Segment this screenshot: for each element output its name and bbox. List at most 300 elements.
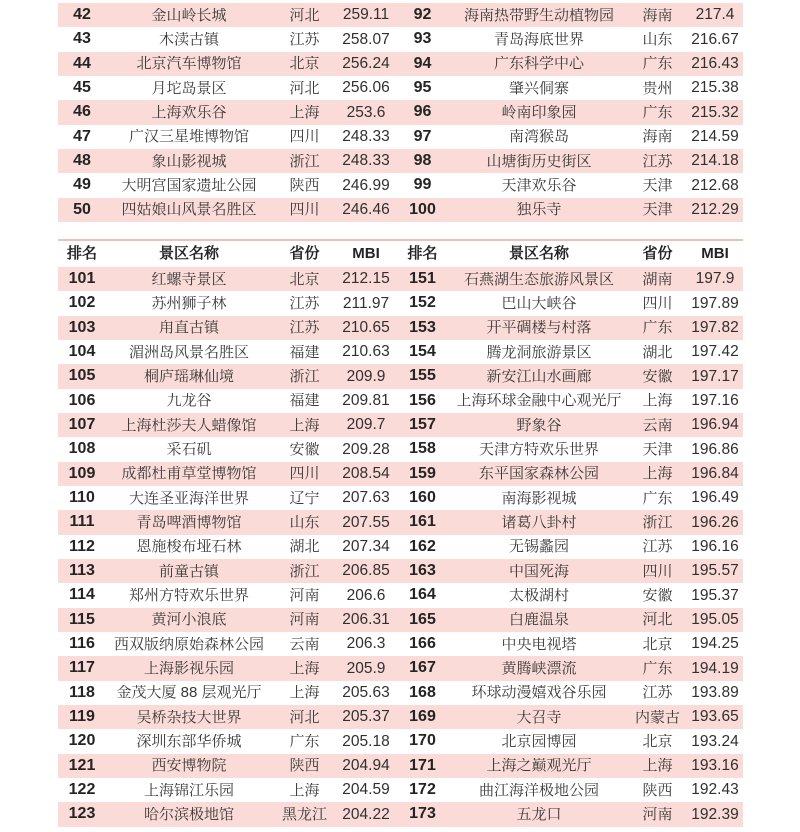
table-row (58, 316, 743, 340)
rank-cell: 122 (68, 782, 96, 798)
province-cell: 上海 (289, 104, 320, 120)
province-cell: 广东 (642, 56, 673, 72)
rank-cell: 168 (409, 684, 436, 701)
province-cell: 河北 (642, 612, 673, 628)
province-cell: 四川 (642, 295, 673, 311)
scenic-area-name-cell: 上海锦江乐园 (143, 782, 234, 798)
province-cell: 广东 (642, 320, 673, 336)
province-cell: 江苏 (289, 320, 320, 336)
scenic-area-name-cell: 海南热带野生动植物园 (463, 7, 614, 23)
ranking-block-top (58, 3, 743, 222)
province-cell: 云南 (642, 417, 673, 433)
province-cell: 广东 (289, 733, 320, 749)
scenic-area-name-cell: 开平碉楼与村落 (486, 320, 592, 336)
province-cell: 北京 (642, 636, 673, 652)
header-scenic-area-name: 景区名称 (158, 245, 219, 263)
rank-cell: 171 (409, 757, 436, 774)
table-row (58, 291, 743, 315)
table-row (58, 437, 743, 461)
province-cell: 天津 (642, 441, 673, 457)
province-cell: 江苏 (642, 153, 673, 169)
scenic-area-name-cell: 太极湖村 (508, 587, 569, 603)
scenic-area-name-cell: 肇兴侗寨 (508, 80, 569, 96)
province-cell: 天津 (642, 202, 673, 218)
mbi-score-cell: 192.43 (691, 782, 739, 798)
province-cell: 上海 (289, 782, 320, 798)
mbi-score-cell: 195.37 (691, 587, 739, 604)
mbi-score-cell: 258.07 (342, 31, 390, 48)
province-cell: 安徽 (289, 441, 320, 457)
mbi-score-cell: 253.6 (346, 104, 386, 121)
rank-cell: 161 (409, 514, 436, 531)
mbi-score-cell: 209.81 (342, 393, 390, 409)
rank-cell: 95 (413, 80, 432, 97)
mbi-score-cell: 256.06 (342, 80, 390, 96)
mbi-score-cell: 206.6 (346, 587, 386, 604)
province-cell: 河南 (642, 806, 673, 822)
rank-cell: 99 (413, 177, 432, 194)
scenic-area-name-cell: 白鹿温泉 (508, 612, 569, 628)
province-cell: 江苏 (642, 539, 673, 555)
scenic-area-name-cell: 石燕湖生态旅游风景区 (463, 271, 614, 287)
scenic-area-name-cell: 大连圣亚海洋世界 (128, 490, 249, 506)
mbi-score-cell: 214.59 (691, 129, 739, 145)
mbi-score-cell: 194.25 (691, 636, 739, 652)
rank-cell: 167 (409, 660, 436, 677)
rank-cell: 46 (73, 104, 91, 121)
header-rank: 排名 (407, 245, 438, 263)
rank-cell: 160 (409, 490, 436, 507)
province-cell: 河南 (289, 587, 320, 603)
mbi-score-cell: 204.22 (342, 806, 390, 823)
table-row (58, 3, 743, 27)
mbi-score-cell: 206.31 (342, 611, 390, 628)
scenic-area-name-cell: 上海影视乐园 (143, 660, 234, 676)
mbi-score-cell: 197.42 (691, 344, 739, 360)
scenic-area-name-cell: 中央电视塔 (501, 636, 577, 652)
scenic-area-name-cell: 深圳东部华侨城 (136, 733, 242, 749)
scenic-area-name-cell: 湄洲岛风景名胜区 (128, 344, 249, 360)
rank-cell: 119 (69, 709, 95, 726)
province-cell: 上海 (642, 466, 673, 482)
province-cell: 上海 (289, 417, 320, 433)
province-cell: 内蒙古 (634, 709, 680, 725)
rank-cell: 43 (73, 31, 91, 48)
table-row (58, 76, 743, 100)
scenic-area-name-cell: 无锡蠡园 (508, 539, 569, 555)
scenic-area-name-cell: 前童古镇 (158, 563, 219, 579)
scenic-area-name-cell: 上海杜莎夫人蜡像馆 (121, 417, 257, 433)
province-cell: 四川 (289, 202, 320, 218)
rank-cell: 97 (413, 128, 432, 145)
province-cell: 浙江 (289, 563, 320, 579)
province-cell: 山东 (642, 31, 673, 47)
table-row (58, 340, 743, 364)
table-row (58, 149, 743, 173)
rank-cell: 98 (413, 153, 432, 170)
ranking-rows-top (58, 3, 743, 222)
rank-cell: 93 (413, 31, 432, 48)
rank-cell: 94 (413, 55, 432, 72)
table-row (58, 778, 743, 802)
mbi-score-cell: 209.7 (346, 417, 386, 433)
ranking-block-bottom (58, 239, 743, 827)
province-cell: 四川 (289, 129, 320, 145)
mbi-score-cell: 207.63 (342, 490, 390, 506)
mbi-score-cell: 195.05 (691, 611, 739, 628)
table-row (58, 705, 743, 729)
rank-cell: 112 (69, 538, 95, 555)
mbi-score-cell: 207.55 (342, 514, 390, 531)
scenic-area-name-cell: 中国死海 (508, 563, 569, 579)
province-cell: 广东 (642, 104, 673, 120)
scenic-area-name-cell: 四姑娘山风景名胜区 (121, 202, 257, 218)
rank-cell: 163 (409, 563, 436, 580)
rank-cell: 100 (409, 201, 436, 218)
table-row (58, 173, 743, 197)
rank-cell: 42 (73, 7, 91, 24)
mbi-score-cell: 193.65 (691, 709, 739, 725)
mbi-score-cell: 209.9 (346, 368, 386, 385)
rank-cell: 120 (68, 733, 96, 750)
province-cell: 贵州 (642, 80, 673, 96)
province-cell: 江苏 (289, 295, 320, 311)
province-cell: 陕西 (289, 758, 320, 774)
scenic-area-name-cell: 巴山大峡谷 (501, 295, 577, 311)
scenic-area-name-cell: 象山影视城 (151, 153, 227, 169)
mbi-score-cell: 195.57 (691, 563, 739, 579)
scenic-area-name-cell: 大明宫国家遗址公园 (121, 177, 257, 193)
rank-cell: 50 (73, 201, 91, 218)
mbi-score-cell: 248.33 (342, 129, 390, 145)
rank-cell: 103 (68, 319, 96, 336)
mbi-score-cell: 204.94 (342, 757, 390, 774)
header-rank: 排名 (66, 245, 97, 263)
mbi-score-cell: 208.54 (342, 465, 390, 482)
scenic-area-name-cell: 金山岭长城 (151, 7, 227, 23)
scenic-area-name-cell: 南湾猴岛 (508, 129, 569, 145)
province-cell: 陕西 (642, 782, 673, 798)
mbi-score-cell: 214.18 (691, 153, 739, 169)
province-cell: 湖南 (642, 271, 673, 287)
rank-cell: 92 (413, 7, 432, 24)
mbi-score-cell: 248.33 (342, 153, 390, 169)
table-row (58, 364, 743, 388)
scenic-area-name-cell: 青岛啤酒博物馆 (136, 514, 242, 530)
rank-cell: 121 (68, 757, 96, 774)
table-row (58, 125, 743, 149)
scenic-area-name-cell: 黄腾峡漂流 (501, 660, 577, 676)
province-cell: 福建 (289, 344, 320, 360)
rank-cell: 104 (68, 344, 96, 361)
scenic-area-name-cell: 环球动漫嬉戏谷乐园 (471, 685, 607, 701)
province-cell: 浙江 (642, 514, 673, 530)
province-cell: 浙江 (289, 368, 320, 384)
table-row (58, 681, 743, 705)
scenic-area-name-cell: 北京园博园 (501, 733, 577, 749)
scenic-area-name-cell: 南海影视城 (501, 490, 577, 506)
table-row (58, 729, 743, 753)
mbi-score-cell: 212.68 (691, 177, 739, 194)
rank-cell: 48 (73, 153, 91, 170)
rank-cell: 113 (69, 563, 95, 580)
province-cell: 上海 (289, 660, 320, 676)
mbi-score-cell: 196.84 (691, 465, 739, 482)
table-row (58, 267, 743, 291)
mbi-score-cell: 193.89 (691, 684, 739, 701)
table-row (58, 413, 743, 437)
mbi-score-cell: 246.46 (342, 202, 390, 218)
scenic-area-name-cell: 天津欢乐谷 (501, 177, 577, 193)
rank-cell: 116 (69, 636, 95, 653)
rank-cell: 45 (73, 80, 91, 97)
province-cell: 云南 (289, 636, 320, 652)
province-cell: 河北 (289, 80, 320, 96)
scenic-area-name-cell: 青岛海底世界 (493, 31, 584, 47)
mbi-score-cell: 259.11 (342, 7, 390, 23)
province-cell: 江苏 (289, 31, 320, 47)
scenic-area-name-cell: 金茂大厦 88 层观光厅 (116, 685, 262, 701)
province-cell: 辽宁 (289, 490, 320, 506)
scenic-area-name-cell: 西双版纳原始森林公园 (113, 636, 264, 652)
province-cell: 河南 (289, 612, 320, 628)
mbi-score-cell: 206.85 (342, 563, 390, 579)
scenic-area-name-cell: 岭南印象园 (501, 104, 577, 120)
province-cell: 海南 (642, 129, 673, 145)
ranking-table (58, 3, 743, 827)
table-row (58, 52, 743, 76)
rank-cell: 114 (69, 587, 95, 604)
mbi-score-cell: 196.16 (691, 538, 739, 555)
rank-cell: 165 (409, 611, 436, 628)
mbi-score-cell: 193.24 (691, 733, 739, 750)
scenic-area-name-cell: 北京汽车博物馆 (136, 56, 242, 72)
rank-cell: 118 (69, 684, 95, 701)
scenic-area-name-cell: 黄河小浪底 (151, 612, 227, 628)
province-cell: 江苏 (642, 685, 673, 701)
scenic-area-name-cell: 新安江山水画廊 (486, 368, 592, 384)
scenic-area-name-cell: 郑州方特欢乐世界 (128, 587, 249, 603)
mbi-score-cell: 197.16 (691, 393, 739, 409)
mbi-score-cell: 196.86 (691, 441, 739, 458)
scenic-area-name-cell: 采石矶 (166, 441, 212, 457)
rank-cell: 152 (409, 295, 436, 312)
scenic-area-name-cell: 甪直古镇 (158, 320, 219, 336)
scenic-area-name-cell: 天津方特欢乐世界 (478, 441, 599, 457)
mbi-score-cell: 196.94 (691, 417, 739, 433)
ranking-rows-bottom (58, 267, 743, 827)
scenic-area-name-cell: 恩施梭布垭石林 (136, 539, 242, 555)
scenic-area-name-cell: 五龙口 (516, 806, 562, 822)
province-cell: 湖北 (289, 539, 320, 555)
rank-cell: 156 (409, 392, 436, 409)
scenic-area-name-cell: 木渎古镇 (158, 31, 219, 47)
mbi-score-cell: 204.59 (342, 782, 390, 798)
rank-cell: 162 (409, 538, 436, 555)
header-mbi: MBI (701, 245, 729, 263)
rank-cell: 159 (409, 465, 436, 482)
mbi-score-cell: 205.63 (342, 684, 390, 701)
table-row (58, 535, 743, 559)
rank-cell: 47 (73, 128, 91, 145)
mbi-score-cell: 205.9 (346, 660, 386, 677)
table-row (58, 754, 743, 778)
rank-cell: 96 (413, 104, 432, 121)
table-row (58, 510, 743, 534)
rank-cell: 164 (409, 587, 436, 604)
table-row (58, 632, 743, 656)
scenic-area-name-cell: 大召寺 (516, 709, 562, 725)
rank-cell: 173 (409, 806, 436, 823)
table-row (58, 462, 743, 486)
mbi-score-cell: 197.82 (691, 320, 739, 336)
province-cell: 北京 (289, 56, 320, 72)
province-cell: 四川 (289, 466, 320, 482)
table-row (58, 802, 743, 826)
province-cell: 上海 (642, 393, 673, 409)
rank-cell: 169 (409, 709, 436, 726)
province-cell: 四川 (642, 563, 673, 579)
province-cell: 广东 (642, 660, 673, 676)
province-cell: 上海 (642, 758, 673, 774)
rank-cell: 166 (409, 636, 436, 653)
province-cell: 安徽 (642, 587, 673, 603)
rank-cell: 154 (409, 344, 436, 361)
rank-cell: 151 (409, 271, 436, 288)
table-row (58, 559, 743, 583)
province-cell: 湖北 (642, 344, 673, 360)
scenic-area-name-cell: 上海环球金融中心观光厅 (456, 393, 622, 409)
scenic-area-name-cell: 曲江海洋极地公园 (478, 782, 599, 798)
header-scenic-area-name: 景区名称 (508, 245, 569, 263)
province-cell: 天津 (642, 177, 673, 193)
rank-cell: 157 (409, 417, 436, 434)
rank-cell: 101 (68, 271, 96, 288)
mbi-score-cell: 196.49 (691, 490, 739, 506)
scenic-area-name-cell: 西安博物院 (151, 758, 227, 774)
mbi-score-cell: 216.43 (691, 56, 739, 72)
header-province: 省份 (642, 245, 673, 263)
mbi-score-cell: 197.9 (695, 271, 735, 287)
mbi-score-cell: 246.99 (342, 177, 390, 194)
rank-cell: 170 (409, 733, 436, 750)
scenic-area-name-cell: 广东科学中心 (493, 56, 584, 72)
table-row (58, 100, 743, 124)
table-row (58, 389, 743, 413)
province-cell: 北京 (642, 733, 673, 749)
rank-cell: 107 (68, 417, 96, 434)
scenic-area-name-cell: 腾龙洞旅游景区 (486, 344, 592, 360)
mbi-score-cell: 210.65 (342, 320, 390, 336)
mbi-score-cell: 217.4 (695, 7, 735, 23)
mbi-score-cell: 197.89 (691, 295, 739, 312)
table-row (58, 198, 743, 222)
rank-cell: 155 (409, 368, 436, 385)
mbi-score-cell: 207.34 (342, 538, 390, 555)
province-cell: 河北 (289, 7, 320, 23)
rank-cell: 115 (69, 611, 95, 628)
scenic-area-name-cell: 山塘街历史街区 (486, 153, 592, 169)
scenic-area-name-cell: 桐庐瑶琳仙境 (143, 368, 234, 384)
mbi-score-cell: 256.24 (342, 56, 390, 72)
scenic-area-name-cell: 东平国家森林公园 (478, 466, 599, 482)
scenic-area-name-cell: 月坨岛景区 (151, 80, 227, 96)
mbi-score-cell: 216.67 (691, 31, 739, 48)
scenic-area-name-cell: 上海欢乐谷 (151, 104, 227, 120)
scenic-area-name-cell: 红螺寺景区 (151, 271, 227, 287)
rank-cell: 117 (69, 660, 95, 677)
province-cell: 广东 (642, 490, 673, 506)
scenic-area-name-cell: 成都杜甫草堂博物馆 (121, 466, 257, 482)
rank-cell: 111 (69, 514, 95, 531)
mbi-score-cell: 194.19 (691, 660, 739, 677)
province-cell: 安徽 (642, 368, 673, 384)
mbi-score-cell: 215.32 (691, 104, 739, 121)
province-cell: 黑龙江 (281, 806, 327, 822)
mbi-score-cell: 215.38 (691, 80, 739, 96)
province-cell: 上海 (289, 685, 320, 701)
rank-cell: 44 (73, 55, 91, 72)
scenic-area-name-cell: 九龙谷 (166, 393, 212, 409)
rank-cell: 158 (409, 441, 436, 458)
scenic-area-name-cell: 诸葛八卦村 (501, 514, 577, 530)
mbi-score-cell: 197.17 (691, 368, 739, 385)
mbi-score-cell: 212.15 (342, 271, 390, 287)
table-header-row (58, 239, 743, 267)
scenic-area-name-cell: 野象谷 (516, 417, 562, 433)
table-row (58, 608, 743, 632)
scenic-area-name-cell: 苏州狮子林 (151, 295, 227, 311)
section-divider-gap (58, 222, 743, 239)
rank-cell: 110 (69, 490, 95, 507)
scenic-area-name-cell: 哈尔滨极地馆 (143, 806, 234, 822)
scenic-area-name-cell: 独乐寺 (516, 202, 562, 218)
mbi-score-cell: 205.18 (342, 733, 390, 750)
mbi-score-cell: 206.3 (346, 636, 386, 652)
table-row (58, 27, 743, 51)
rank-cell: 172 (409, 782, 436, 798)
scenic-area-name-cell: 上海之巅观光厅 (486, 758, 592, 774)
rank-cell: 105 (68, 368, 96, 385)
mbi-score-cell: 205.37 (342, 709, 390, 725)
scenic-area-name-cell: 广汉三星堆博物馆 (128, 129, 249, 145)
rank-cell: 153 (409, 319, 436, 336)
rank-cell: 109 (68, 465, 96, 482)
mbi-score-cell: 192.39 (691, 806, 739, 823)
mbi-score-cell: 193.16 (691, 757, 739, 774)
table-row (58, 486, 743, 510)
province-cell: 海南 (642, 7, 673, 23)
rank-cell: 106 (68, 392, 96, 409)
province-cell: 陕西 (289, 177, 320, 193)
mbi-score-cell: 196.26 (691, 514, 739, 531)
header-province: 省份 (289, 245, 320, 263)
province-cell: 北京 (289, 271, 320, 287)
mbi-score-cell: 210.63 (342, 344, 390, 360)
rank-cell: 123 (68, 806, 96, 823)
province-cell: 浙江 (289, 153, 320, 169)
rank-cell: 108 (68, 441, 96, 458)
mbi-score-cell: 212.29 (691, 202, 739, 218)
province-cell: 山东 (289, 514, 320, 530)
mbi-score-cell: 209.28 (342, 441, 390, 458)
header-mbi: MBI (352, 245, 380, 263)
table-row (58, 583, 743, 607)
rank-cell: 102 (68, 295, 96, 312)
province-cell: 河北 (289, 709, 320, 725)
province-cell: 福建 (289, 393, 320, 409)
table-row (58, 656, 743, 680)
